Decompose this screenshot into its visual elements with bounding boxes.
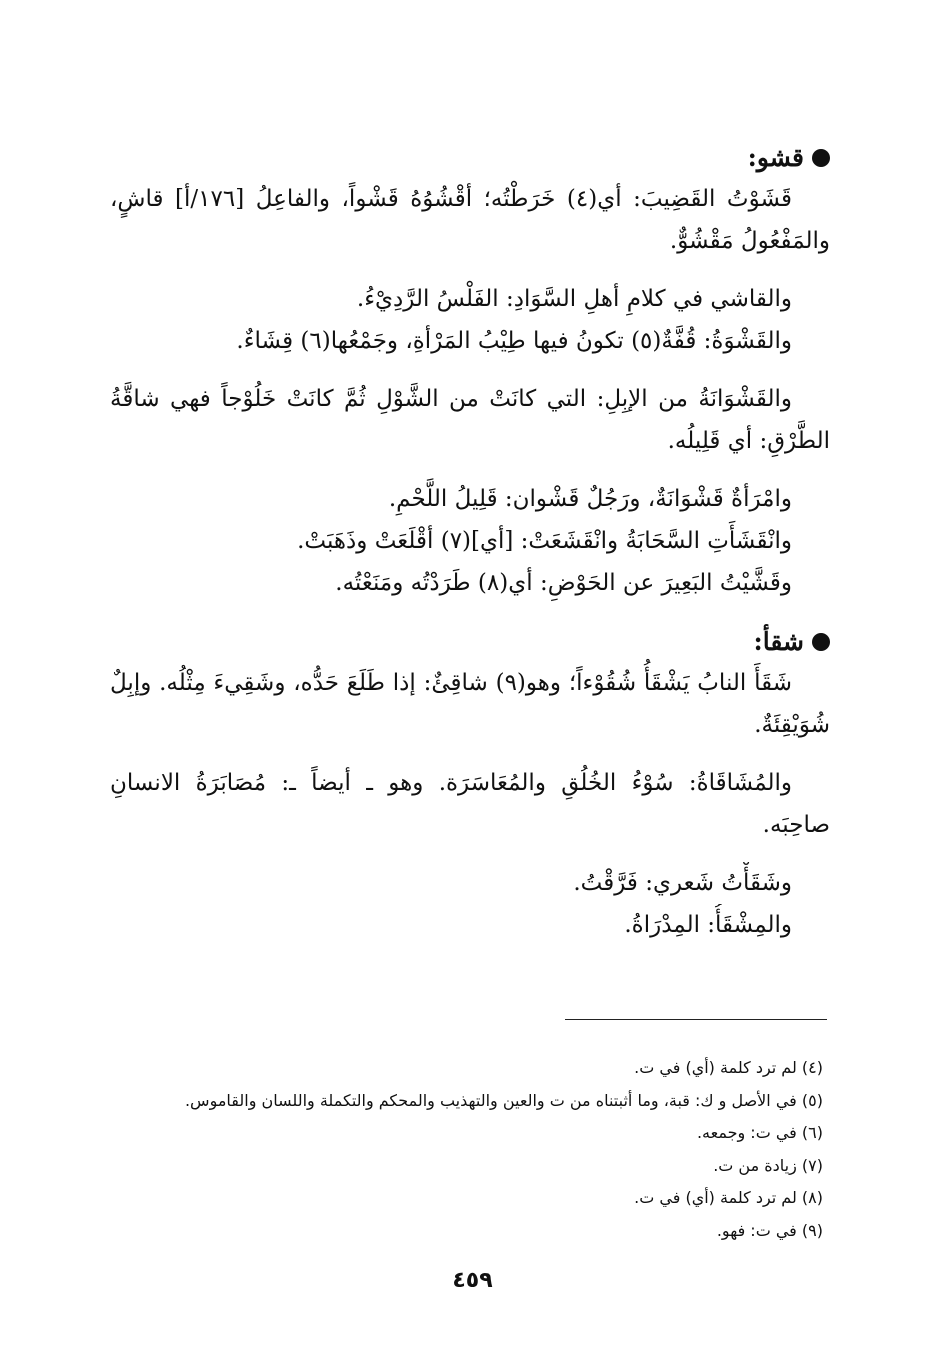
bullet-icon [812,633,830,651]
paragraph: والقَشْوَةُ: قُفَّةٌ(٥) تكونُ فيها طِيْبُ المَرْأةِ، وجَمْعُها(٦) قِشَاءٌ. [236,328,792,354]
entry-heading [110,622,830,662]
footnote: (٦) في ت: وجمعه. [696,1123,823,1142]
paragraph: والقَشْوَانَةُ من الإبِلِ: التي كانَتْ من الشَّوْلِ ثُمَّ كانَتْ خَلُوْجاً فهي شاقَّةُ الطَّرْقِ: أي قَلِيلُه. [110,386,830,454]
entry-heading-text: شقأ: [753,627,804,656]
footnote: (٥) في الأصل و ك: قبة، وما أثبتناه من ت والعين والتهذيب والمحكم والتكملة واللسان والقاموس. [184,1090,823,1110]
paragraph: وقَشَّيْتُ البَعِيرَ عن الحَوْضِ: أي(٨) طَرَدْتُه ومَنَعْتُه. [335,570,792,596]
paragraph: والمِشْقَأُ: المِدْرَاةُ. [624,912,792,938]
paragraph: والمُشَاقَاةُ: سُوْءُ الخُلُقِ والمُعَاسَرَة. وهو ـ أيضاً ـ: مُصَابَرَةُ الانسانِ صاحِبَه. [110,770,830,838]
page-number: ٤٥٩ [452,1268,493,1293]
footnote: (٨) لم ترد كلمة (أي) في ت. [634,1188,823,1207]
footnote: (٩) في ت: فهو. [716,1220,823,1240]
paragraph: وامْرَأةٌ قَشْوَانَةٌ، ورَجُلٌ قَشْوان: قَلِيلُ اللَّحْمِ. [388,486,792,512]
footnote: (٧) زيادة من ت. [713,1155,823,1175]
footnotes [103,1052,823,1247]
paragraph: وانْقَشَأَتِ السَّحَابَةُ وانْقَشَعَتْ: [أي](٧) أقْلَعَتْ وذَهَبَتْ. [297,528,792,554]
entry-heading-text: قشو: [747,143,804,172]
entry-heading [110,138,830,178]
paragraph: قَشَوْتُ القَضِيبَ: أي(٤) خَرَطْتُه؛ أقْشُوُهُ قَشْواً، والفاعِلُ [١٧٦/أ] قاشٍ، والمَفْعُولُ مَقْشُوٌّ. [110,186,830,254]
paragraph: شَقَأَ النابُ يَشْقَأُ شُقُوْءاً؛ وهو(٩) شاقِئٌ: إذا طَلَعَ حَدُّه، وشَقِيءَ مِثْلُه. وإبِلٌ شُوَيْقِئَةٌ. [110,670,830,738]
paragraph: وشَقَأْتُ شَعري: فَرَّقْتُ. [573,870,792,896]
main-text [110,138,830,946]
paragraph: والقاشي في كلامِ أهلِ السَّوَادِ: الفَلْسُ الرَّدِيْءُ. [356,286,792,312]
footnote: (٤) لم ترد كلمة (أي) في ت. [634,1058,823,1077]
footnote-divider [565,1019,827,1020]
bullet-icon [812,149,830,167]
